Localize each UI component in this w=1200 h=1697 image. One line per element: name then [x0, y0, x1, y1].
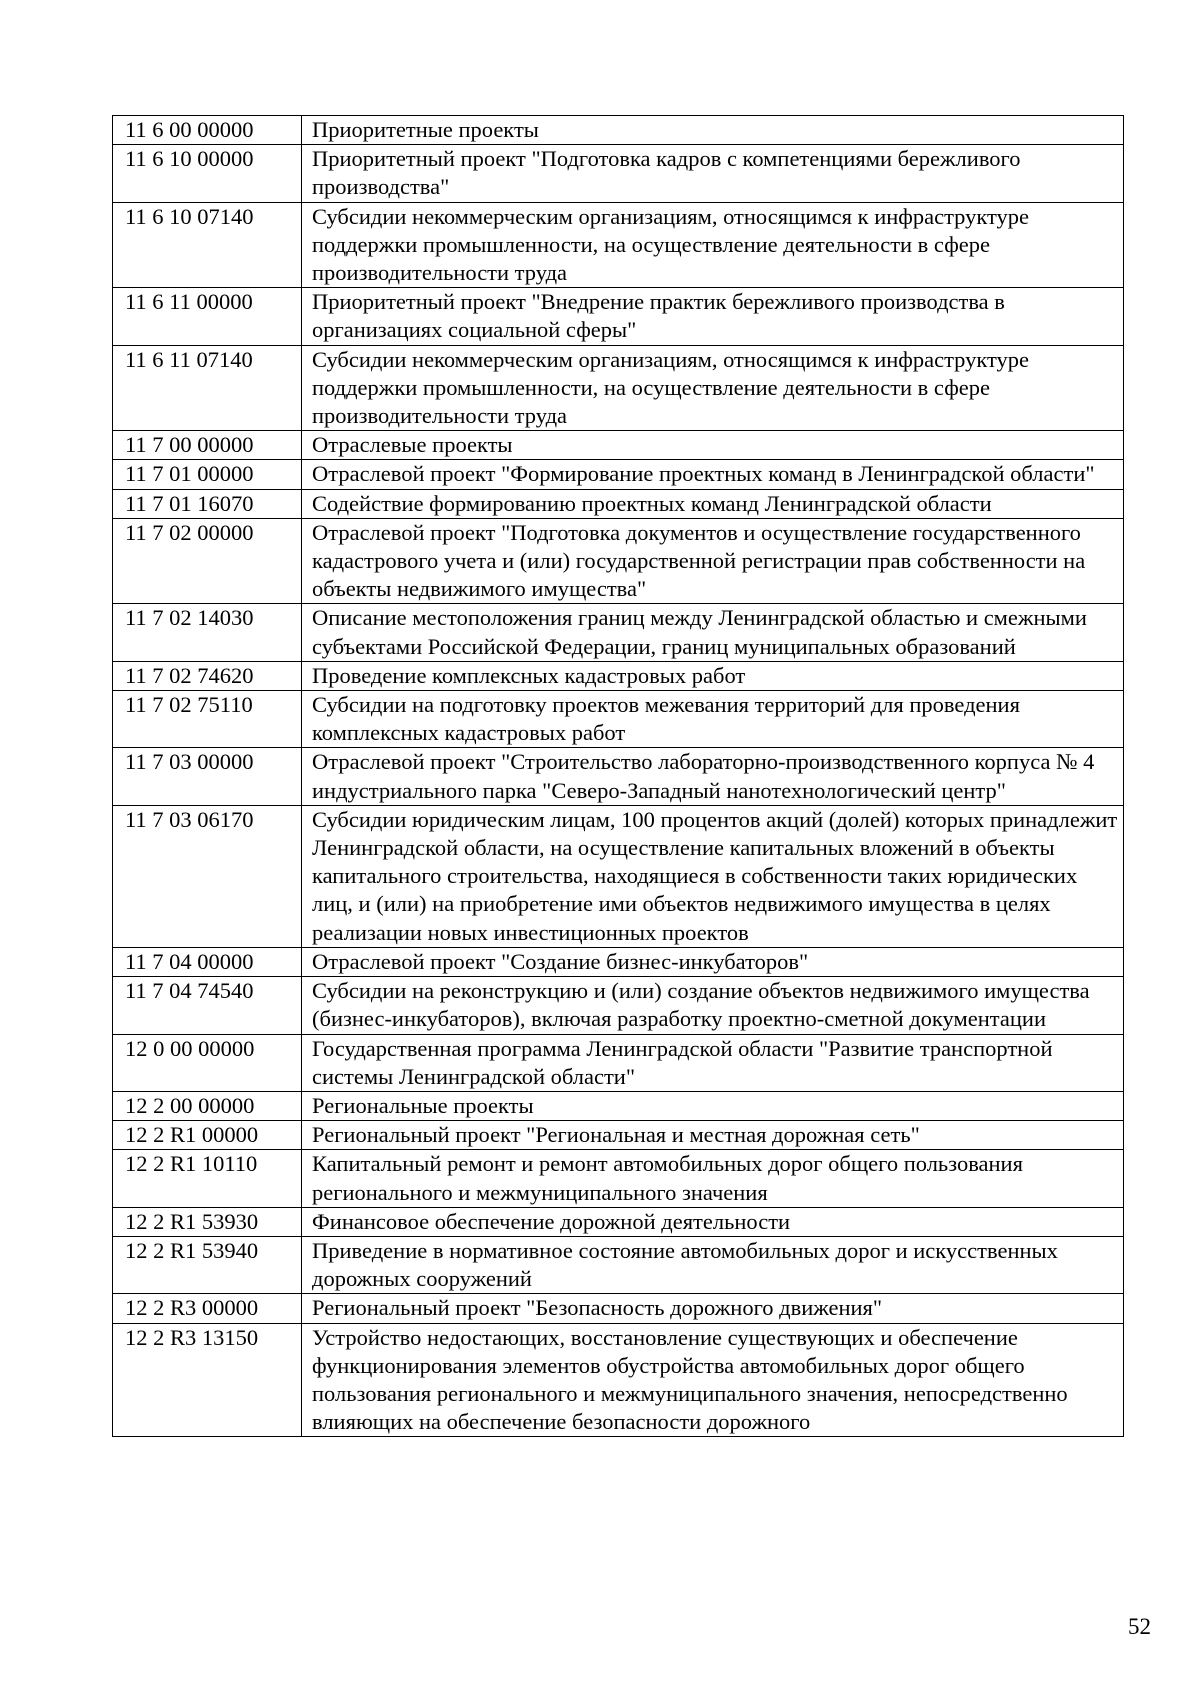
table-row	[113, 345, 1124, 431]
row-code: 11 7 02 74620	[113, 661, 302, 690]
table-row	[113, 518, 1124, 604]
row-name: Государственная программа Ленинградской области "Развитие транспортной системы Ленинградской области"	[302, 1034, 1124, 1091]
row-code: 11 7 04 74540	[113, 977, 302, 1034]
table-row	[113, 977, 1124, 1034]
table-row	[113, 947, 1124, 976]
row-code: 11 7 01 16070	[113, 489, 302, 518]
row-code: 11 7 02 00000	[113, 518, 302, 604]
table-row	[113, 1034, 1124, 1091]
table-row	[113, 661, 1124, 690]
table-body	[113, 116, 1124, 1437]
row-code: 12 2 R1 10110	[113, 1150, 302, 1207]
classification-table	[112, 115, 1124, 1437]
table-row	[113, 1236, 1124, 1293]
row-name: Отраслевые проекты	[302, 431, 1124, 460]
row-name: Субсидии на реконструкцию и (или) создание объектов недвижимого имущества (бизнес-инкубаторов), включая разработку проектно-сметной документации	[302, 977, 1124, 1034]
row-name: Отраслевой проект "Строительство лабораторно-производственного корпуса № 4 индустриального парка "Северо-Западный нанотехнологический центр"	[302, 748, 1124, 805]
row-name: Региональный проект "Региональная и местная дорожная сеть"	[302, 1121, 1124, 1150]
row-code: 11 6 11 07140	[113, 345, 302, 431]
row-name: Содействие формированию проектных команд Ленинградской области	[302, 489, 1124, 518]
row-code: 12 0 00 00000	[113, 1034, 302, 1091]
row-code: 11 6 11 00000	[113, 288, 302, 345]
row-code: 11 7 00 00000	[113, 431, 302, 460]
table-row	[113, 1207, 1124, 1236]
row-code: 12 2 R1 00000	[113, 1121, 302, 1150]
table-row	[113, 805, 1124, 947]
table-row	[113, 748, 1124, 805]
row-code: 12 2 R1 53930	[113, 1207, 302, 1236]
table-row	[113, 145, 1124, 202]
page-number: 52	[1128, 1614, 1151, 1639]
row-name: Региональные проекты	[302, 1091, 1124, 1120]
row-name: Капитальный ремонт и ремонт автомобильных дорог общего пользования регионального и межмуниципального значения	[302, 1150, 1124, 1207]
table-row	[113, 460, 1124, 489]
table-row	[113, 1150, 1124, 1207]
row-code: 11 6 10 07140	[113, 202, 302, 288]
row-code: 11 7 02 75110	[113, 691, 302, 748]
table-row	[113, 1121, 1124, 1150]
table-row	[113, 691, 1124, 748]
row-code: 12 2 R3 00000	[113, 1294, 302, 1323]
row-code: 11 7 04 00000	[113, 947, 302, 976]
row-code: 11 6 10 00000	[113, 145, 302, 202]
row-code: 12 2 00 00000	[113, 1091, 302, 1120]
table-row	[113, 1091, 1124, 1120]
row-name: Приведение в нормативное состояние автомобильных дорог и искусственных дорожных сооружений	[302, 1236, 1124, 1293]
row-code: 11 7 03 06170	[113, 805, 302, 947]
row-name: Отраслевой проект "Формирование проектных команд в Ленинградской области"	[302, 460, 1124, 489]
row-name: Приоритетный проект "Подготовка кадров с компетенциями бережливого производства"	[302, 145, 1124, 202]
row-code: 11 7 03 00000	[113, 748, 302, 805]
row-code: 11 7 02 14030	[113, 604, 302, 661]
row-name: Субсидии юридическим лицам, 100 процентов акций (долей) которых принадлежит Ленинградской области, на осуществление капитальных вложений в объекты капитального строительства, находящиеся в собственности таких юридических лиц, и (или) на приобретение ими объектов недвижимого имущества в целях реализации новых инвестиционных проектов	[302, 805, 1124, 947]
row-code: 11 6 00 00000	[113, 116, 302, 145]
row-name: Приоритетный проект "Внедрение практик бережливого производства в организациях социальной сферы"	[302, 288, 1124, 345]
table-row	[113, 431, 1124, 460]
table-row	[113, 202, 1124, 288]
row-code: 12 2 R3 13150	[113, 1323, 302, 1437]
row-name: Проведение комплексных кадастровых работ	[302, 661, 1124, 690]
table-row	[113, 116, 1124, 145]
table-row	[113, 489, 1124, 518]
table-row	[113, 604, 1124, 661]
row-name: Описание местоположения границ между Ленинградской областью и смежными субъектами Российской Федерации, границ муниципальных образований	[302, 604, 1124, 661]
row-code: 11 7 01 00000	[113, 460, 302, 489]
row-name: Финансовое обеспечение дорожной деятельности	[302, 1207, 1124, 1236]
row-name: Приоритетные проекты	[302, 116, 1124, 145]
table-row	[113, 1323, 1124, 1437]
row-name: Субсидии на подготовку проектов межевания территорий для проведения комплексных кадастровых работ	[302, 691, 1124, 748]
table-row	[113, 288, 1124, 345]
row-name: Устройство недостающих, восстановление существующих и обеспечение функционирования элементов обустройства автомобильных дорог общего пользования регионального и межмуниципального значения, непосредственно влияющих на обеспечение безопасности дорожного	[302, 1323, 1124, 1437]
row-name: Отраслевой проект "Создание бизнес-инкубаторов"	[302, 947, 1124, 976]
row-name: Субсидии некоммерческим организациям, относящимся к инфраструктуре поддержки промышленности, на осуществление деятельности в сфере производительности труда	[302, 202, 1124, 288]
row-code: 12 2 R1 53940	[113, 1236, 302, 1293]
row-name: Региональный проект "Безопасность дорожного движения"	[302, 1294, 1124, 1323]
table-row	[113, 1294, 1124, 1323]
row-name: Субсидии некоммерческим организациям, относящимся к инфраструктуре поддержки промышленности, на осуществление деятельности в сфере производительности труда	[302, 345, 1124, 431]
row-name: Отраслевой проект "Подготовка документов и осуществление государственного кадастрового учета и (или) государственной регистрации прав собственности на объекты недвижимого имущества"	[302, 518, 1124, 604]
